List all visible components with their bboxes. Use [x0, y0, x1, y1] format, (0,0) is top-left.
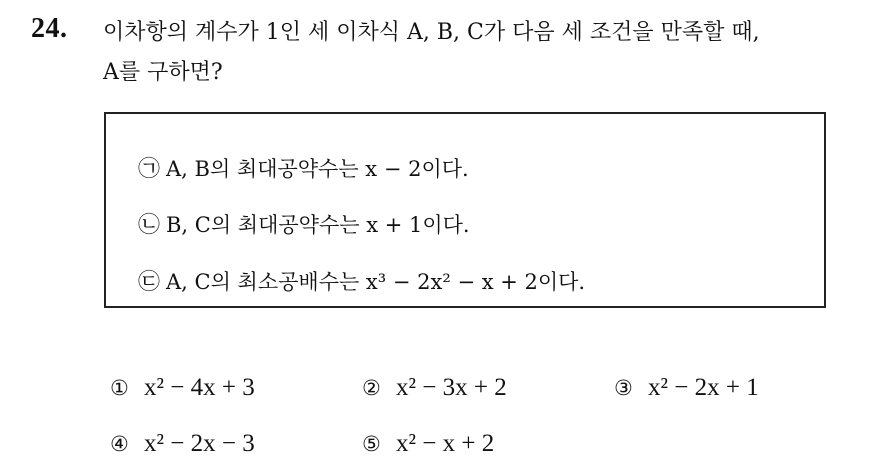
- answer-choice[interactable]: [362, 430, 494, 458]
- condition-text: A, B의 최대공약수는 x − 2이다.: [166, 157, 469, 181]
- choice-number: ②: [362, 376, 381, 400]
- answer-choice[interactable]: [614, 374, 759, 402]
- answer-choice[interactable]: [110, 430, 255, 458]
- condition-marker: ㉢: [138, 270, 161, 295]
- choice-expression: x² − 2x + 1: [648, 374, 759, 401]
- condition-marker: ㉡: [138, 213, 161, 238]
- choice-expression: x² − 2x − 3: [144, 430, 255, 457]
- answer-choice[interactable]: [110, 374, 255, 402]
- conditions-box: [104, 112, 826, 308]
- condition-text: A, C의 최소공배수는 x³ − 2x² − x + 2이다.: [166, 270, 586, 294]
- choice-number: ⑤: [362, 432, 381, 456]
- choice-number: ④: [110, 432, 129, 456]
- answer-choice[interactable]: [362, 374, 507, 402]
- question-text-line-2: A를 구하면?: [103, 60, 223, 85]
- choice-number: ③: [614, 376, 633, 400]
- choice-number: ①: [110, 376, 129, 400]
- condition-text: B, C의 최대공약수는 x + 1이다.: [166, 213, 470, 237]
- question-text-line-1: 이차항의 계수가 1인 세 이차식 A, B, C가 다음 세 조건을 만족할 때,: [103, 20, 760, 45]
- condition-item: [138, 208, 470, 239]
- question-number: 24.: [31, 13, 68, 44]
- condition-item: [138, 265, 585, 296]
- condition-marker: ㉠: [138, 157, 161, 182]
- choice-expression: x² − 4x + 3: [144, 374, 255, 401]
- choice-expression: x² − x + 2: [396, 430, 495, 457]
- choice-expression: x² − 3x + 2: [396, 374, 507, 401]
- condition-item: [138, 152, 469, 183]
